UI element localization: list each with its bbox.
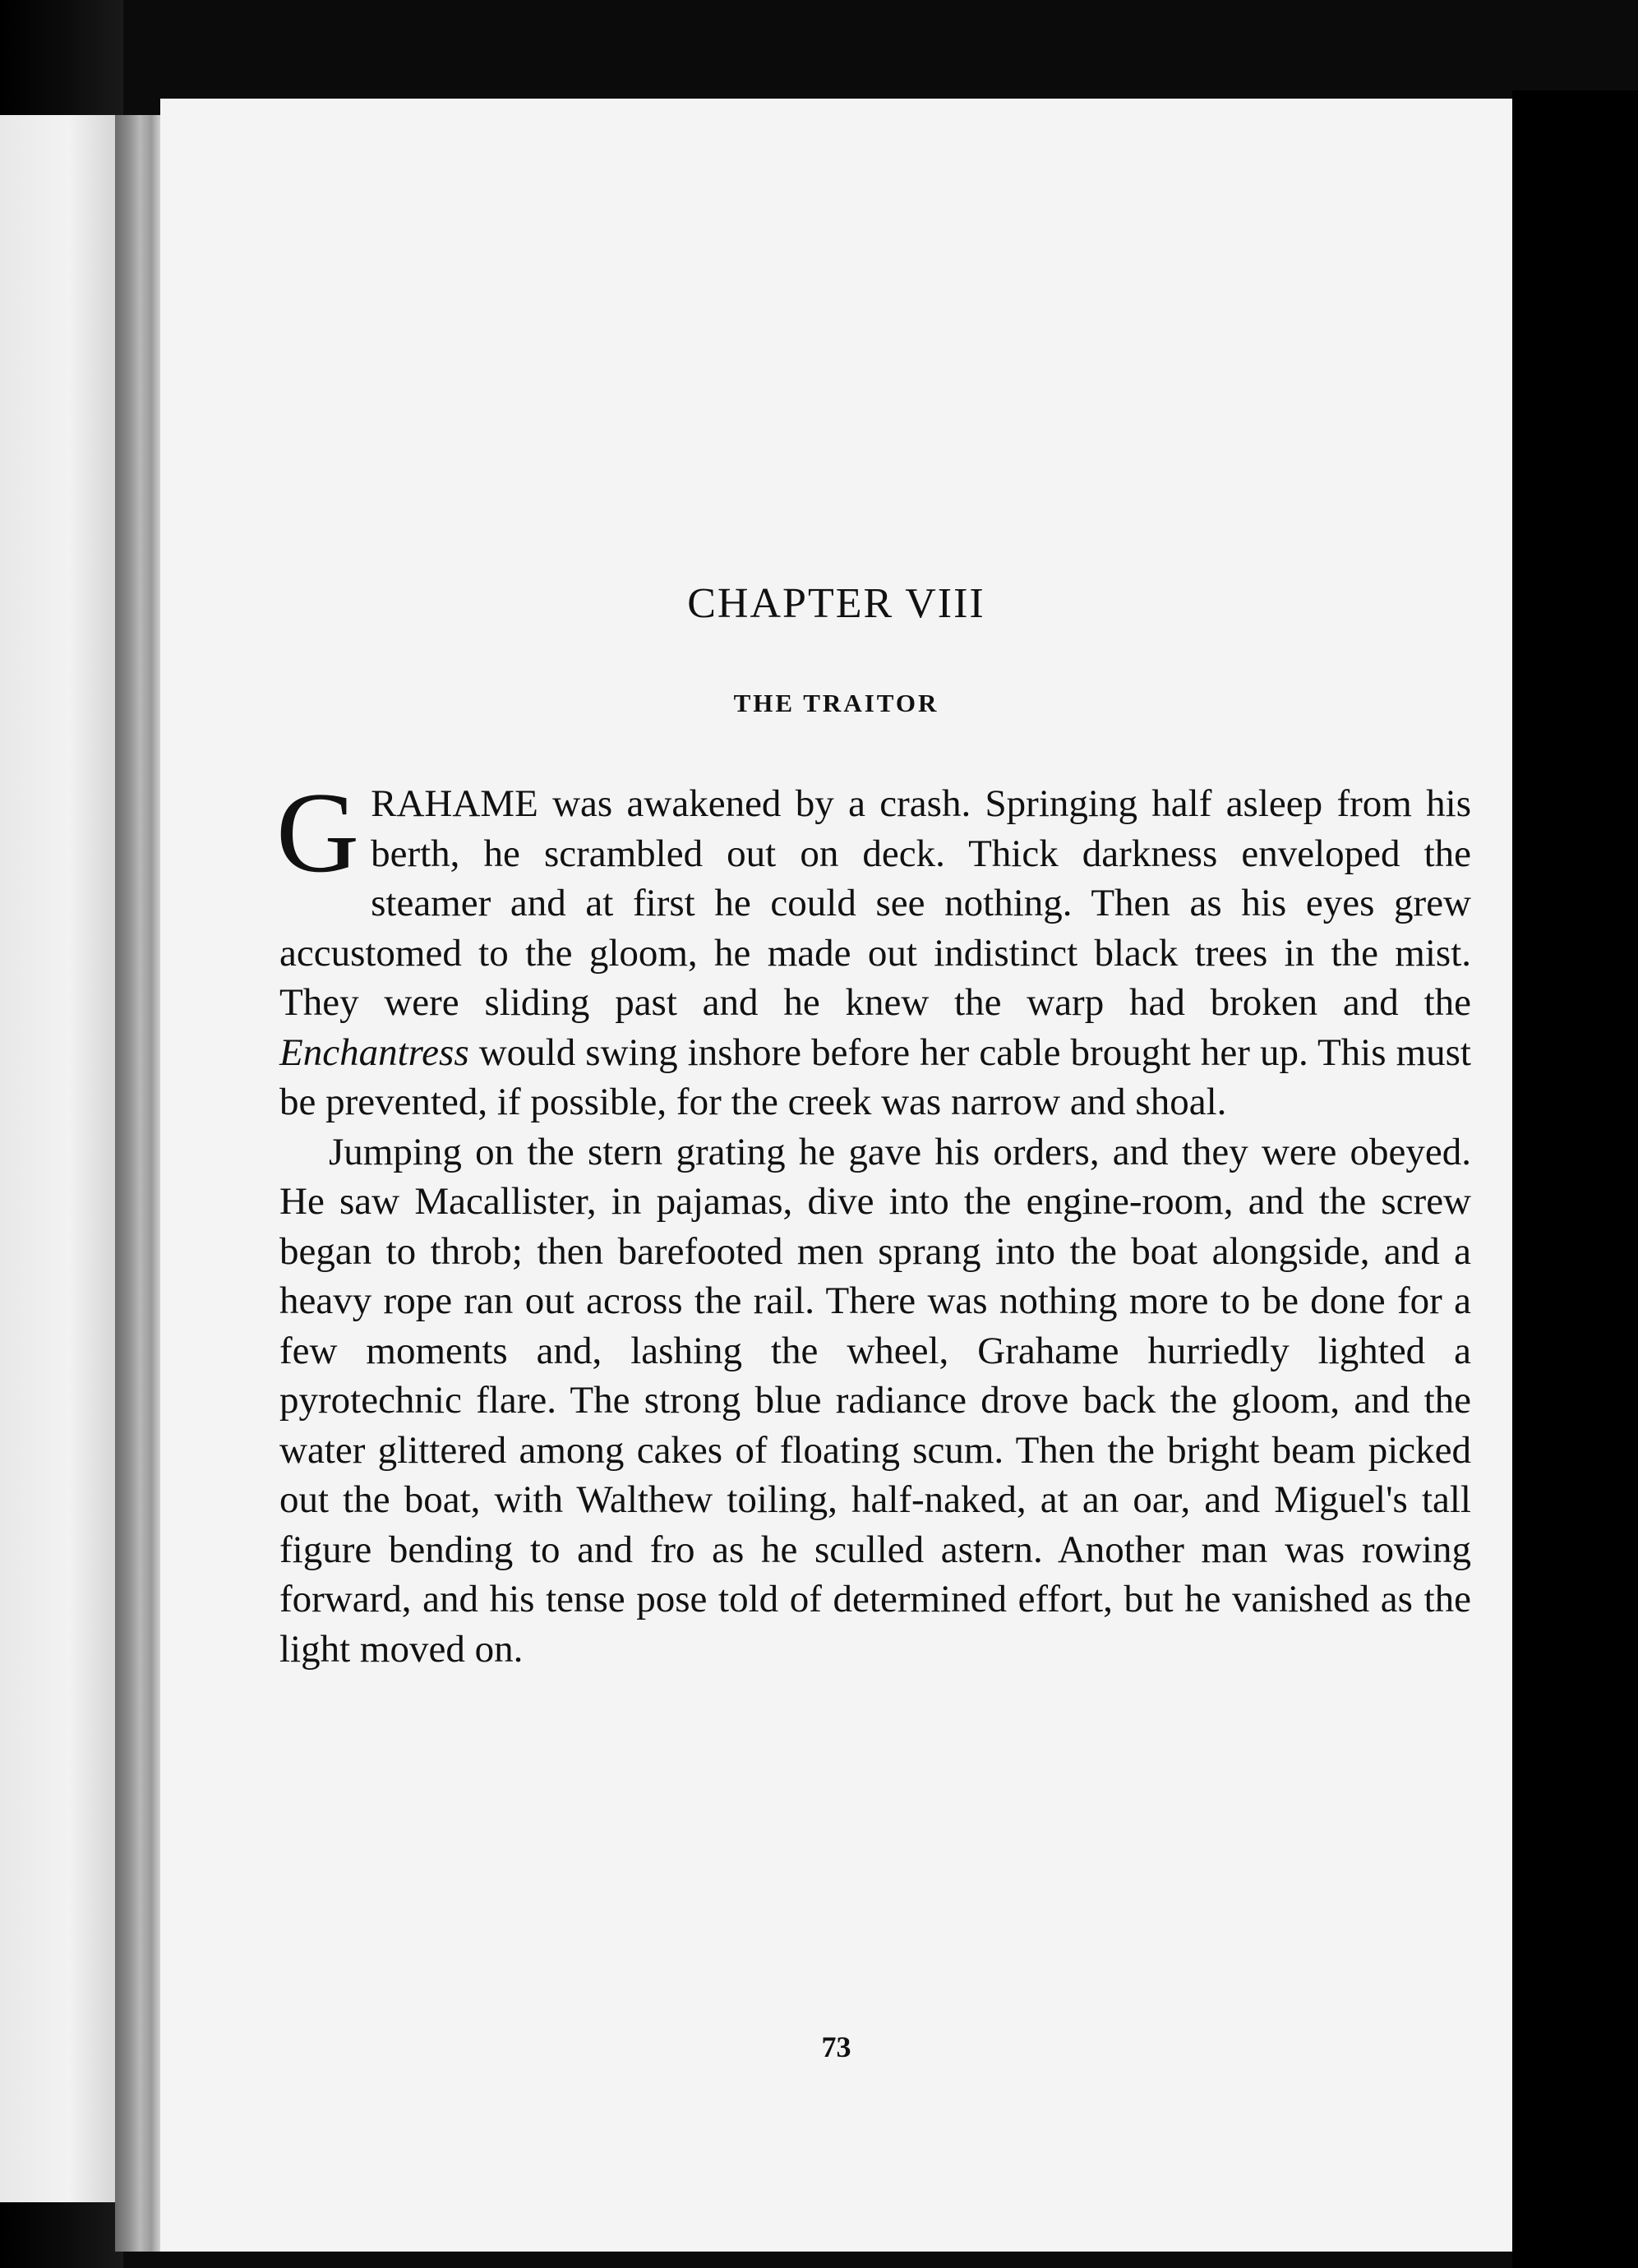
paragraph-1-trail: would swing inshore before her cable brought her up. This must be prevented, if possible, for the creek was narrow and shoal. [279,1030,1471,1123]
ship-name: Enchantress [279,1030,469,1074]
chapter-title: THE TRAITOR [733,689,939,717]
body-text [276,769,1471,1674]
drop-cap: G [276,769,360,897]
book-gutter [115,115,160,2252]
page-number: 73 [821,2031,851,2063]
scan-right-margin [1512,90,1638,2268]
book-page [160,99,1512,2252]
paragraph-1 [276,769,1471,1127]
chapter-heading: CHAPTER VIII [687,580,985,627]
paragraph-2: Jumping on the stern grating he gave his orders, and they were obeyed. He saw Macallister, in pajamas, dive into the engine-room, and the screw began to throb; then barefooted men sprang into the boat alongside, and a heavy rope ran out across the rail. There was nothing more to be done for a few moments and, lashing the wheel, Grahame hurriedly lighted a pyrotechnic flare. The strong blue radiance drove back the gloom, and the water glittered among cakes of floating scum. Then the bright beam picked out the boat, with Walthew toiling, half-naked, at an oar, and Miguel's tall figure bending to and fro as he sculled astern. Another man was rowing forward, and his tense pose told of determined effort, but he vanished as the light moved on. [279,1130,1471,1671]
paragraph-1-lead: RAHAME was awakened by a crash. Springing half asleep from his berth, he scrambled out on deck. Thick darkness enveloped the steamer and at first he could see nothing. Then as his eyes grew accustomed to the gloom, he made out indistinct black trees in the mist. They were sliding past and he knew the warp had broken and the [279,782,1471,1024]
facing-page-edge [0,115,115,2202]
